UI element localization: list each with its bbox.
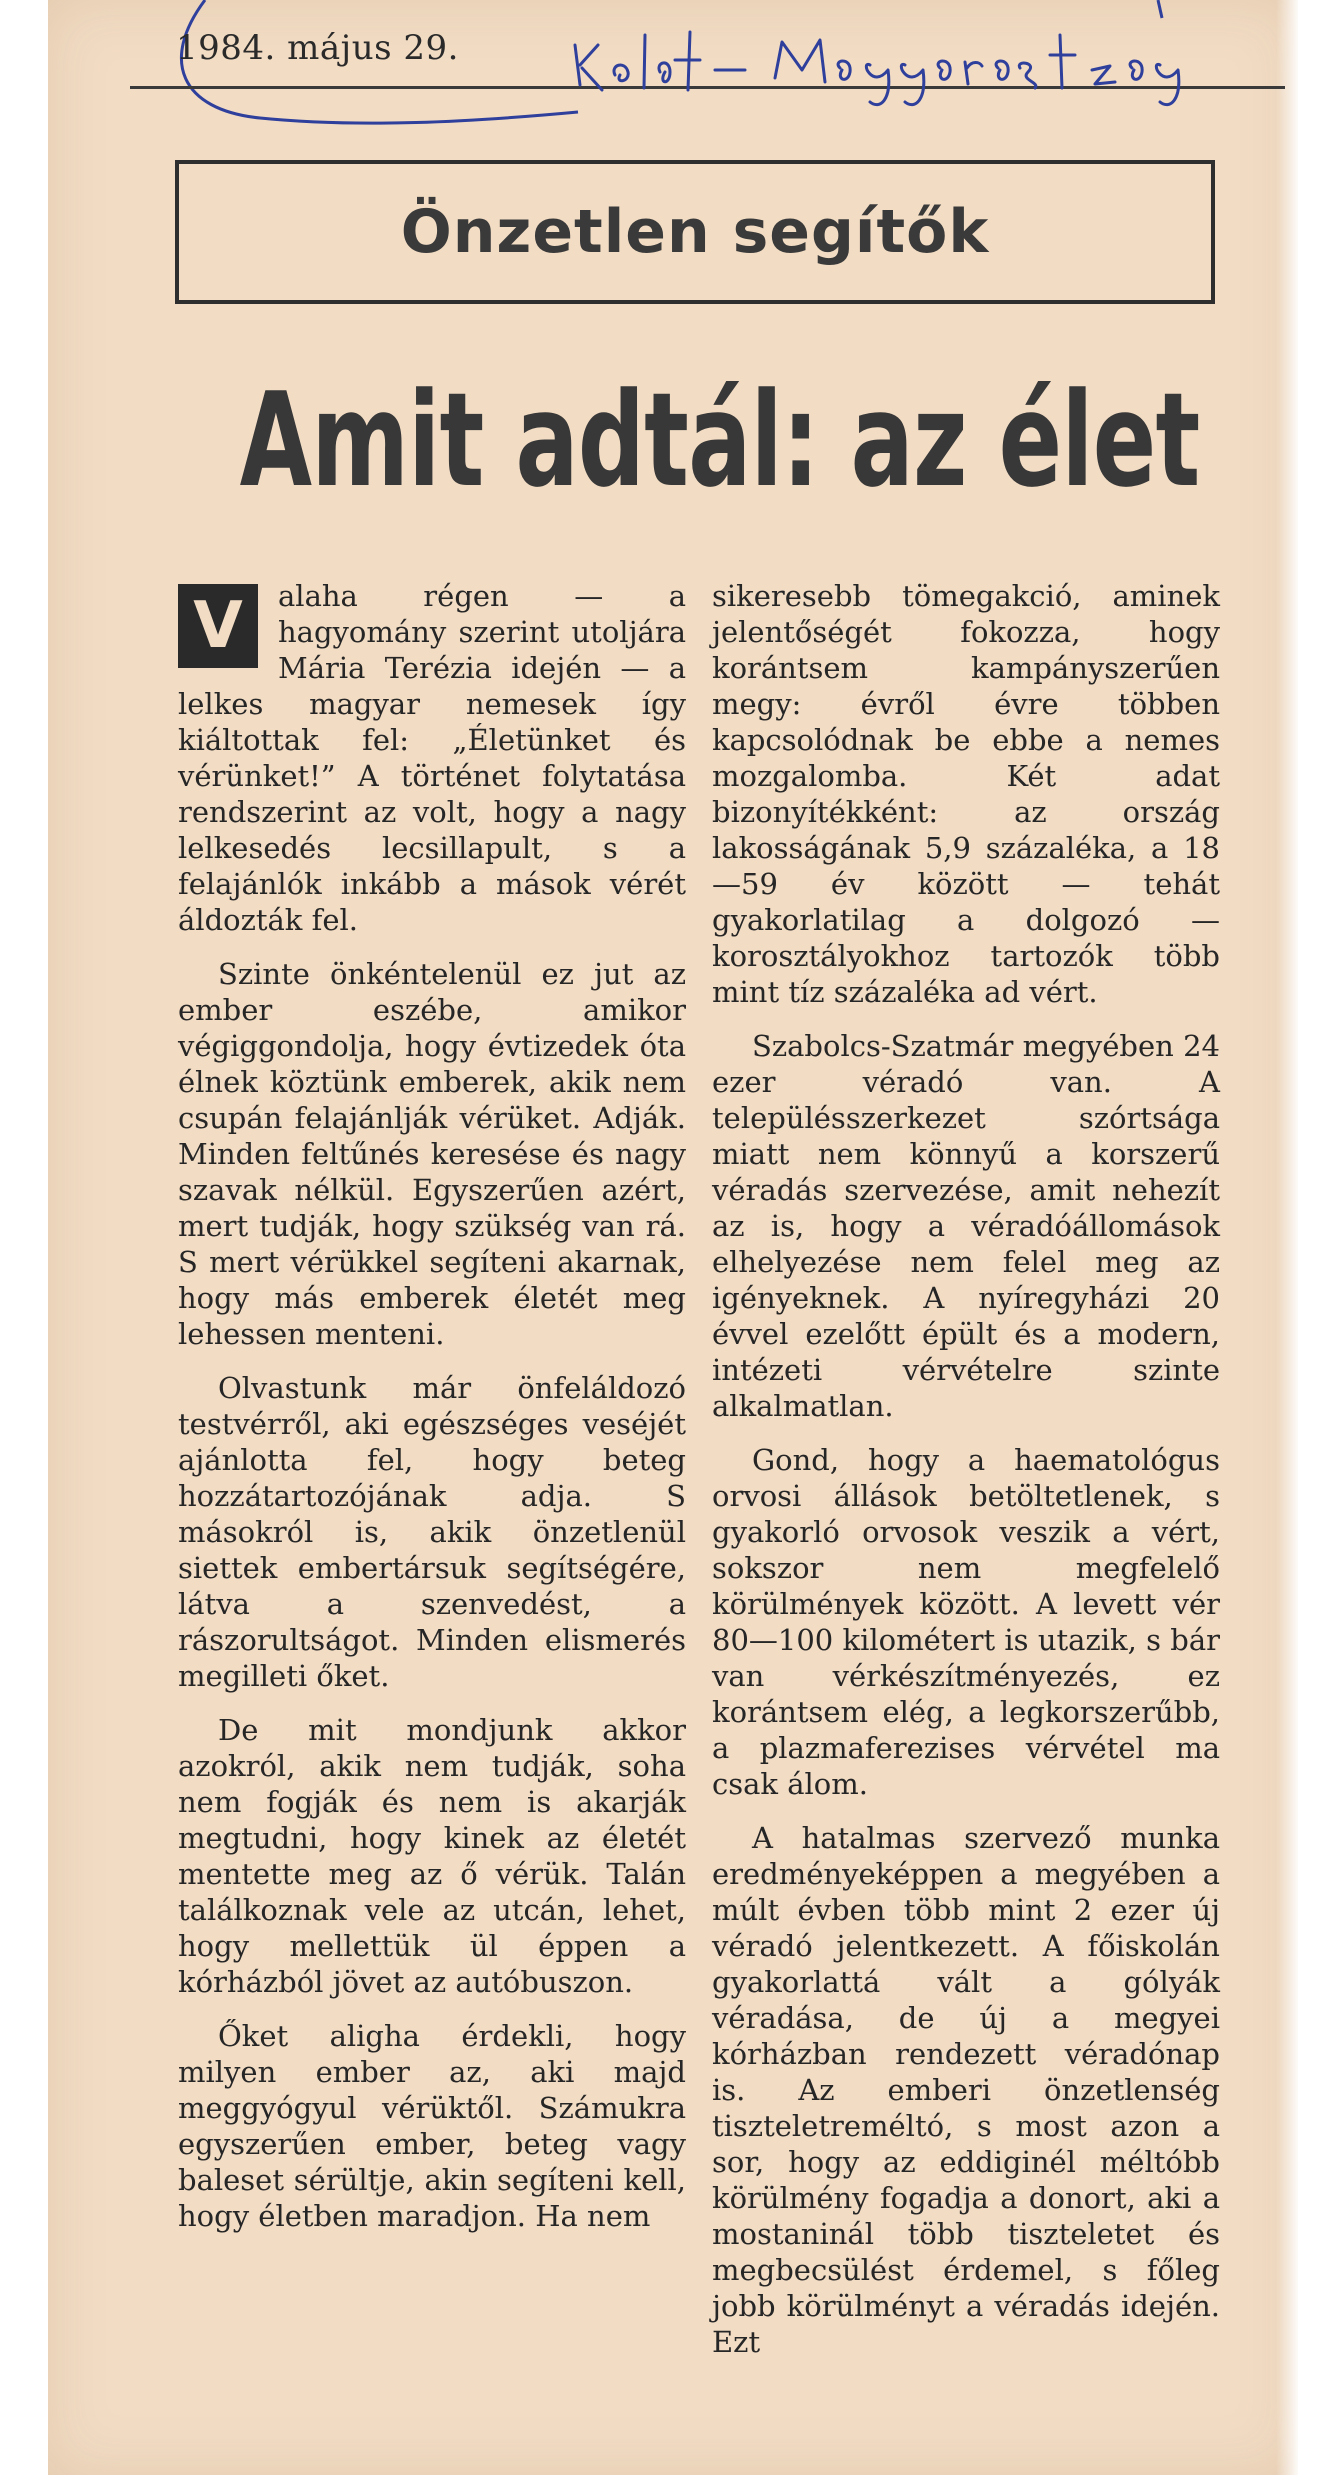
paragraph: sikeresebb tömegakció, aminek jelentőségét fokozza, hogy korántsem kampányszerűen megy: évről évre többen kapcsolódnak be ebbe a nemes mozgalomba. Két adat bizonyítékként: az ország lakosságának 5,9 százaléka, a 18—59 év között — tehát gyakorlatilag a dolgozó — korosztályokhoz tartozók több mint tíz százaléka ad vért. — [712, 579, 1220, 1009]
paragraph: Olvastunk már önfeláldozó testvérről, aki egészséges veséjét ajánlotta fel, hogy beteg hozzátartozójának adja. S másokról is, akik önzetlenül siettek embertársuk segítségére, látva a szenvedést, a rászorultságot. Minden elismerés megilleti őket. — [178, 1371, 686, 1693]
paragraph — [178, 578, 686, 938]
paragraph-text: alaha régen — a hagyomány szerint utoljára Mária Terézia idején — a lelkes magyar nemesek így kiáltottak fel: „Életünket és vérünket!” A történet folytatása rendszerint az volt, hogy a nagy lelkesedés lecsillapult, s a felajánlók inkább a mások vérét áldozták fel. — [178, 579, 686, 937]
article-left-column — [178, 578, 686, 2252]
headline-container — [230, 340, 1210, 540]
paragraph: De mit mondjunk akkor azokról, akik nem tudják, soha nem fogják és nem is akarják megtudni, hogy kinek az életét mentette meg az ő vérük. Talán találkoznak vele az utcán, lehet, hogy mellettük ül éppen a kórházból jövet az autóbuszon. — [178, 1713, 686, 1999]
publication-date: 1984. május 29. — [176, 28, 459, 68]
paragraph: A hatalmas szervező munka eredményeképpen a megyében a múlt évben több mint 2 ezer új véradó jelentkezett. A főiskolán gyakorlattá vált a gólyák véradása, de új a megyei kórházban rendezett véradónap is. Az emberi önzetlenség tiszteletreméltó, s most azon a sor, hogy az eddiginél méltóbb körülmény fogadja a donort, aki a mostaninál több tiszteletet és megbecsülést érdemel, s főleg jobb körülményt a véradás idején. Ezt — [712, 1821, 1220, 2359]
section-title: Önzetlen segítők — [400, 197, 990, 267]
paragraph: Szinte önkéntelenül ez jut az ember eszébe, amikor végiggondolja, hogy évtizedek óta élnek köztünk emberek, akik nem csupán felajánlják vérüket. Adják. Minden feltűnés keresése és nagy szavak nélkül. Egyszerűen azért, mert tudják, hogy szükség van rá. S mert vérükkel segíteni akarnak, hogy más emberek életét meg lehessen menteni. — [178, 957, 686, 1351]
section-title-box — [175, 160, 1215, 304]
paragraph: Szabolcs-Szatmár megyében 24 ezer véradó van. A településszerkezet szórtsága miatt nem könnyű a korszerű véradás szervezése, amit nehezít az is, hogy a véradóállomások elhelyezése nem felel meg az igényeknek. A nyíregyházi 20 évvel ezelőtt épült és a modern, intézeti vérvételre szinte alkalmatlan. — [712, 1029, 1220, 1423]
paragraph: Őket aligha érdekli, hogy milyen ember az, aki majd meggyógyul vérüktől. Számukra egyszerűen ember, beteg vagy baleset sérültje, akin segíteni kell, hogy életben maradjon. Ha nem — [178, 2019, 686, 2233]
drop-cap: V — [178, 584, 258, 668]
article-right-column — [712, 578, 1220, 2378]
paragraph: Gond, hogy a haematológus orvosi állások betöltetlenek, s gyakorló orvosok veszik a vért, sokszor nem megfelelő körülmények között. A levett vér 80—100 kilométert is utazik, s bár van vérkészítményezés, ez korántsem elég, a legkorszerűbb, a plazmaferezises vérvétel ma csak álom. — [712, 1443, 1220, 1801]
handwritten-note — [520, 20, 1200, 110]
headline: Amit adtál: az élet — [240, 364, 1200, 516]
